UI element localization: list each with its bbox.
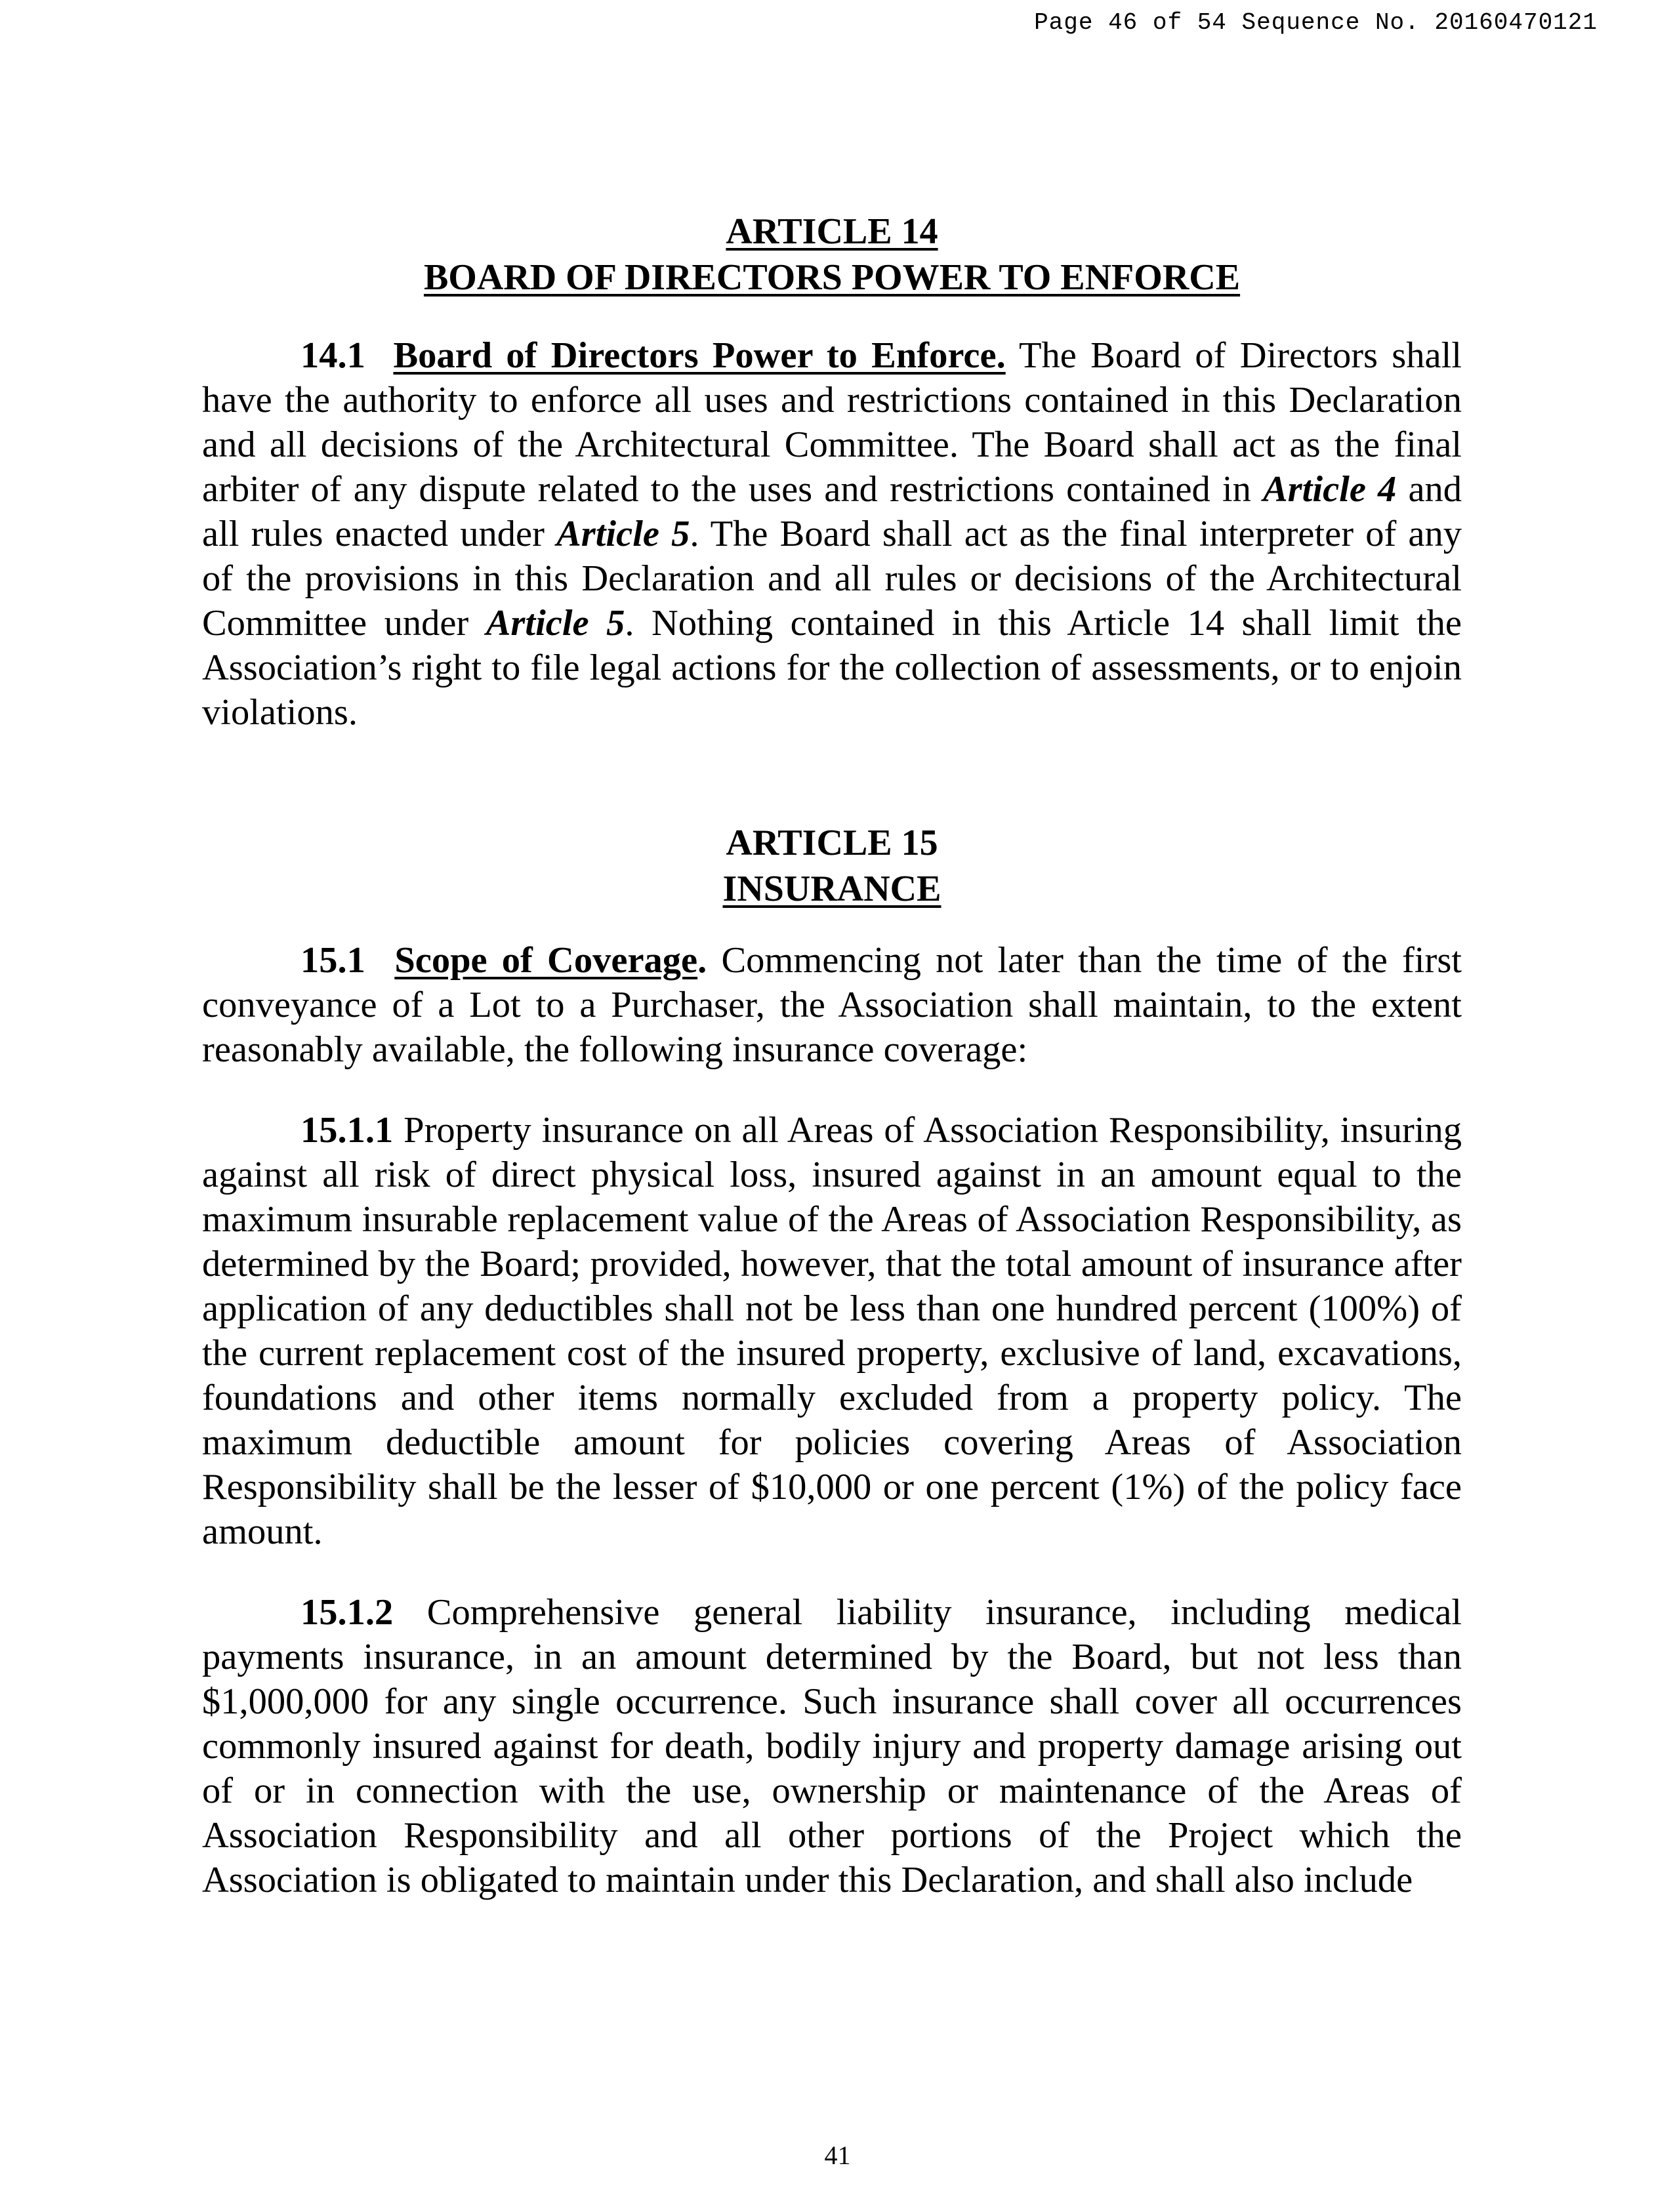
article-14-heading [202,209,1462,300]
page-number: 41 [824,2140,851,2170]
page-sequence-stamp: Page 46 of 54 Sequence No. 20160470121 [1034,9,1598,36]
section-15-1-2-number: 15.1.2 [300,1592,394,1633]
section-14-1-paragraph [202,333,1462,735]
section-14-1-title: Board of Directors Power to Enforce. [393,335,1006,376]
section-15-1-title-period: . [697,940,707,981]
article-5-reference-2: Article 5 [486,603,625,644]
section-15-1-paragraph [202,938,1462,1072]
section-15-1-number: 15.1 [300,940,365,981]
section-14-1-text-a: The Board of Directors shall have the authority to enforce all uses and restrictions contained in this Declaration and all decisions of the Architectural Committee. The Board shall act as the final arbiter of any dispute related to the uses and restrictions contained in [202,335,1462,510]
section-14-1-text-c: . The Board shall act as the final interpreter of any of the provisions in this Declaration and all rules or decisions of the Architectural Committee under [202,514,1462,644]
section-15-1-2-text: Comprehensive general liability insurance, including medical payments insurance, in an amount determined by the Board, but not less than $1,000,000 for any single occurrence. Such insurance shall cover all occurrences commonly insured against for death, bodily injury and property damage arising out of or in connection with the use, ownership or maintenance of the Areas of Association Responsibility and all other portions of the Project which the Association is obligated to maintain under this Declaration, and shall also include [202,1592,1462,1900]
section-15-1-1-number: 15.1.1 [300,1110,394,1151]
section-14-1-text-d: . Nothing contained in this Article 14 shall limit the Association’s right to file legal actions for the collection of assessments, or to enjoin violations. [202,603,1462,733]
article-15-heading [202,820,1462,912]
section-15-1-2-paragraph [202,1590,1462,1902]
section-15-1-title: Scope of Coverage [394,940,698,981]
article-15-title: INSURANCE [722,869,941,909]
section-15-1-text: Commencing not later than the time of the first conveyance of a Lot to a Purchaser, the Association shall maintain, to the extent reasonably available, the following insurance coverage: [202,940,1462,1070]
section-15-1-1-paragraph [202,1108,1462,1554]
section-14-1-number: 14.1 [300,335,365,376]
article-14-number: ARTICLE 14 [726,211,938,252]
section-15-1-1-text: Property insurance on all Areas of Association Responsibility, insuring against all risk of direct physical loss, insured against in an amount equal to the maximum insurable replacement value of the Areas of Association Responsibility, as determined by the Board; provided, however, that the total amount of insurance after application of any deductibles shall not be less than one hundred percent (100%) of the current replacement cost of the insured property, exclusive of land, excavations, foundations and other items normally excluded from a property policy. The maximum deductible amount for policies covering Areas of Association Responsibility shall be the lesser of $10,000 or one percent (1%) of the policy face amount. [202,1110,1462,1552]
article-4-reference: Article 4 [1263,469,1397,510]
section-14-1-text-b: and all rules enacted under [202,469,1462,554]
article-5-reference: Article 5 [556,514,690,554]
article-15-number: ARTICLE 15 [726,823,938,863]
document-body [202,209,1462,1902]
article-14-title: BOARD OF DIRECTORS POWER TO ENFORCE [423,257,1241,298]
